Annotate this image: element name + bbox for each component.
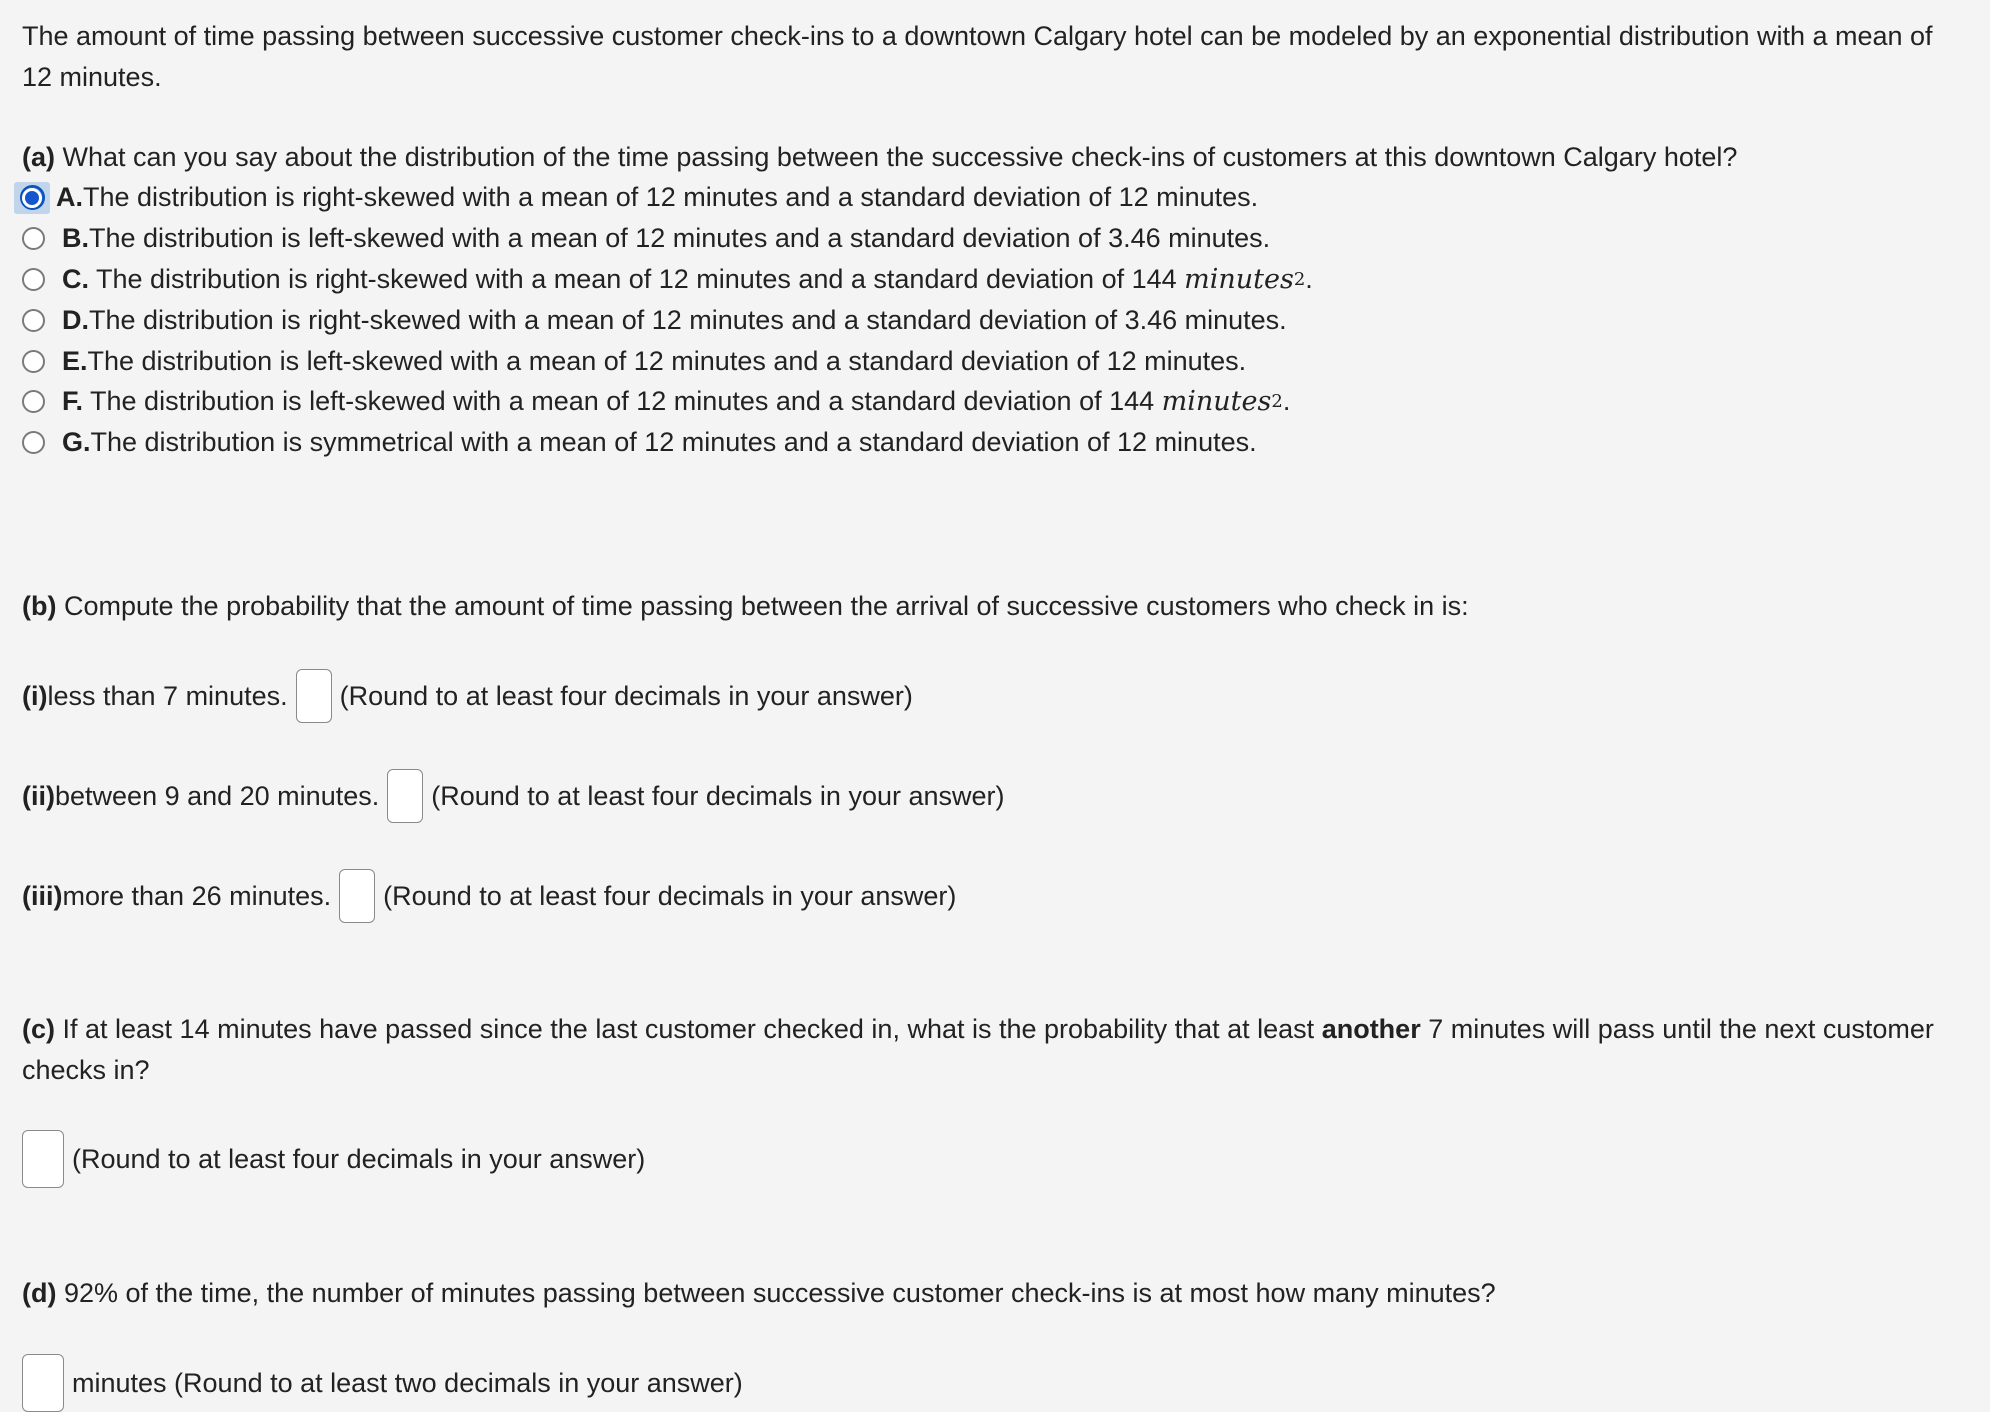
option-a-radio-highlight[interactable] [14,182,50,214]
part-b-iii-hint: (Round to at least four decimals in your answer) [383,880,957,911]
option-a-text: The distribution is right-skewed with a mean of 12 minutes and a standard deviation of 12 minutes. [83,182,1259,212]
part-c-question [22,1009,1967,1091]
part-b-text: Compute the probability that the amount of time passing between the arrival of successive customers who check in is: [56,591,1469,621]
option-g[interactable] [22,422,1257,463]
option-e-radio[interactable] [22,350,45,373]
part-a-text: What can you say about the distribution of the time passing between the successive check-ins of customers at this downtown Calgary hotel? [55,142,1738,172]
part-b-ii-row [22,768,1005,824]
part-b-i-text: less than 7 minutes. [47,680,288,711]
part-a-label: (a) [22,142,55,172]
option-c-radio[interactable] [22,268,45,291]
option-b-text: The distribution is left-skewed with a mean of 12 minutes and a standard deviation of 3.46 minutes. [89,223,1271,253]
option-a-letter: A. [56,182,83,212]
part-b-i-row [22,668,913,724]
part-c-answer-row [22,1131,645,1187]
option-e-text: The distribution is left-skewed with a mean of 12 minutes and a standard deviation of 12 minutes. [87,346,1247,376]
part-b-iii-answer-input[interactable] [339,869,375,923]
option-f-end: . [1282,386,1291,416]
option-c-end: . [1305,264,1313,294]
part-b-ii-label: (ii) [22,780,55,811]
part-c-text-bold: another [1321,1014,1421,1044]
option-f-math: minutes [1161,386,1272,417]
option-f-radio[interactable] [22,390,45,413]
option-c-math: minutes [1184,264,1294,295]
part-d-question [22,1273,1496,1314]
option-c-letter: C. [62,264,89,294]
part-c-label: (c) [22,1014,55,1044]
part-d-label: (d) [22,1278,57,1308]
part-b-question [22,586,1469,627]
option-f-text: The distribution is left-skewed with a mean of 12 minutes and a standard deviation of 144 [83,386,1162,416]
problem-intro: The amount of time passing between successive customer check-ins to a downtown Calgary hotel can be modeled by an exponential distribution with a mean of 12 minutes. [22,21,1933,92]
part-c-answer-input[interactable] [22,1130,64,1188]
option-f-letter: F. [62,386,84,416]
part-b-iii-label: (iii) [22,880,63,911]
part-b-label: (b) [22,591,57,621]
option-d[interactable] [22,300,1287,341]
option-a-radio[interactable] [20,185,45,210]
part-d-answer-row [22,1354,743,1412]
part-b-ii-text: between 9 and 20 minutes. [55,780,380,811]
part-c-text-post: 7 minutes will pass until the next customer checks in? [22,1014,1934,1085]
part-b-ii-answer-input[interactable] [387,769,423,823]
part-b-i-answer-input[interactable] [296,669,332,723]
option-e-letter: E. [62,346,88,376]
part-d-answer-input[interactable] [22,1354,64,1412]
part-d-hint: minutes (Round to at least two decimals in your answer) [72,1367,743,1398]
option-g-text: The distribution is symmetrical with a mean of 12 minutes and a standard deviation of 12 minutes. [90,427,1257,457]
part-c-hint: (Round to at least four decimals in your answer) [72,1143,646,1174]
option-b[interactable] [22,218,1270,259]
option-g-letter: G. [62,427,91,457]
part-d-text: 92% of the time, the number of minutes passing between successive customer check-ins is at most how many minutes? [56,1278,1496,1308]
option-b-radio[interactable] [22,227,45,250]
option-d-text: The distribution is right-skewed with a mean of 12 minutes and a standard deviation of 3.46 minutes. [89,305,1287,335]
option-f[interactable]: F. The distribution is left-skewed with a mean of 12 minutes and a standard deviation of 144 minutes 2 . [22,381,1290,422]
option-d-radio[interactable] [22,309,45,332]
part-b-iii-row [22,868,956,924]
part-b-iii-text: more than 26 minutes. [62,880,332,911]
part-b-i-hint: (Round to at least four decimals in your answer) [339,680,913,711]
part-c-text-pre: If at least 14 minutes have passed since the last customer checked in, what is the probability that at least [55,1014,1322,1044]
option-g-radio[interactable] [22,431,45,454]
option-c[interactable]: C. The distribution is right-skewed with a mean of 12 minutes and a standard deviation of 144 minutes 2 . [22,259,1313,300]
part-b-ii-hint: (Round to at least four decimals in your answer) [431,780,1005,811]
option-d-letter: D. [62,305,89,335]
option-b-letter: B. [62,223,89,253]
part-b-i-label: (i) [22,680,48,711]
option-c-text: The distribution is right-skewed with a mean of 12 minutes and a standard deviation of 144 [89,264,1185,294]
option-a[interactable] [22,177,1258,218]
option-e[interactable] [22,341,1246,382]
part-a-question [22,137,1737,178]
